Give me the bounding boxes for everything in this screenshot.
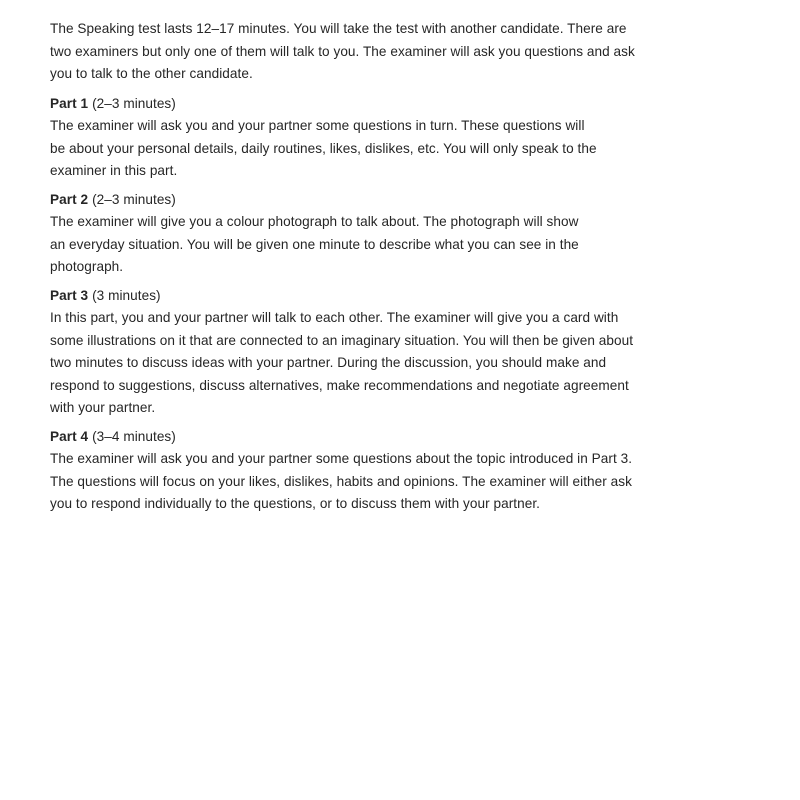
part-2-duration: (2–3 minutes) <box>92 191 176 207</box>
intro-paragraph <box>50 18 740 86</box>
part-2-line: an everyday situation. You will be given one minute to describe what you can see in the <box>50 236 579 252</box>
part-4-line: The examiner will ask you and your partner some questions about the topic introduced in Part 3. <box>50 451 633 466</box>
part-3-title: Part 3 <box>50 287 89 303</box>
part-3-line: some illustrations on it that are connected to an imaginary situation. You will then be given about <box>50 332 634 348</box>
part-1-title: Part 1 <box>50 95 89 111</box>
part-3-section <box>50 285 740 420</box>
part-2-body <box>50 211 740 279</box>
part-4-heading <box>50 426 740 449</box>
part-3-duration: (3 minutes) <box>92 287 161 303</box>
part-4-title: Part 4 <box>50 428 89 444</box>
part-1-heading <box>50 93 740 116</box>
part-1-duration: (2–3 minutes) <box>92 95 176 111</box>
part-3-line: two minutes to discuss ideas with your partner. During the discussion, you should make and <box>50 355 607 370</box>
part-1-line: examiner in this part. <box>50 163 178 178</box>
part-3-line: respond to suggestions, discuss alternatives, make recommendations and negotiate agreement <box>50 377 629 393</box>
part-4-duration: (3–4 minutes) <box>92 428 176 444</box>
part-4-line: you to respond individually to the questions, or to discuss them with your partner. <box>50 496 541 511</box>
part-2-line: photograph. <box>50 259 124 274</box>
intro-line: you to talk to the other candidate. <box>50 66 253 81</box>
part-3-body <box>50 307 740 420</box>
intro-line: two examiners but only one of them will talk to you. The examiner will ask you questions and ask <box>50 43 635 59</box>
part-2-section <box>50 189 740 279</box>
part-2-heading <box>50 189 740 212</box>
part-2-line: The examiner will give you a colour photograph to talk about. The photograph will show <box>50 214 579 229</box>
part-1-line: The examiner will ask you and your partner some questions in turn. These questions will <box>50 118 585 133</box>
part-1-body <box>50 115 740 183</box>
part-1-line: be about your personal details, daily routines, likes, dislikes, etc. You will only speak to the <box>50 140 597 156</box>
part-4-line: The questions will focus on your likes, dislikes, habits and opinions. The examiner will either ask <box>50 473 632 489</box>
part-3-heading <box>50 285 740 308</box>
part-3-line: In this part, you and your partner will talk to each other. The examiner will give you a card with <box>50 310 619 325</box>
part-1-section <box>50 93 740 183</box>
part-2-title: Part 2 <box>50 191 89 207</box>
part-3-line: with your partner. <box>50 400 156 415</box>
part-4-body <box>50 448 740 516</box>
part-4-section <box>50 426 740 516</box>
intro-line: The Speaking test lasts 12–17 minutes. You will take the test with another candidate. There are <box>50 21 627 36</box>
